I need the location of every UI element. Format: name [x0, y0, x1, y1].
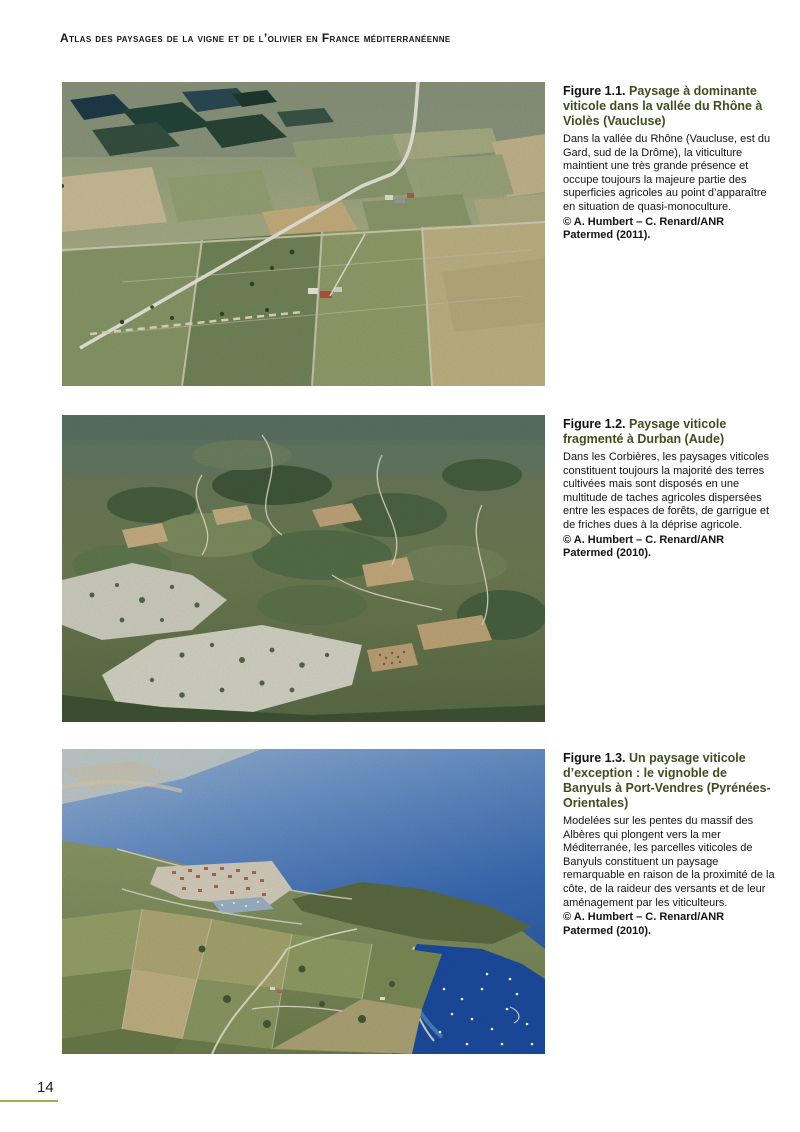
- figure-title: [563, 84, 777, 129]
- figure-title: [563, 417, 777, 447]
- figure-title-text: Paysage à dominante viticole dans la vallée du Rhône à Violès (Vaucluse): [563, 84, 763, 128]
- figure-description: Dans les Corbières, les paysages viticoles constituent toujours la majorité des terres cultivées mais sont disposés en une multitude de taches agricoles dispersées entre les espaces de forêts, de garrigue et de friches dues à la déprise agricole.: [563, 451, 770, 531]
- aerial-photo-durban-garrigue-hills: [62, 415, 545, 722]
- figure-caption-2: [563, 417, 777, 561]
- figure-caption-1: [563, 84, 777, 243]
- figure-description: Modelées sur les pentes du massif des Albères qui plongent vers la mer Méditerranée, les parcelles viticoles de Banyuls constituent un paysage remarquable en raison de la proximité de la côte, de la raideur des versants et de leur aménagement par les viticulteurs.: [563, 815, 775, 909]
- figure-credit: © A. Humbert – C. Renard/ANR Patermed (2010).: [563, 911, 725, 937]
- figure-label: Figure 1.3.: [563, 751, 626, 765]
- aerial-photo-violes-vineyard-plain: [62, 82, 545, 386]
- figure-credit: © A. Humbert – C. Renard/ANR Patermed (2011).: [563, 215, 725, 242]
- figure-caption-3: [563, 751, 777, 938]
- figure-description: Dans la vallée du Rhône (Vaucluse, est du Gard, sud de la Drôme), la viticulture maintient une très grande présence et occupe toujours la majeure partie des superficies agricoles au point d’apparaître en situation de quasi-monoculture.: [563, 133, 771, 213]
- figure-title: [563, 751, 777, 811]
- figure-title-text: Un paysage viticole d’exception : le vignoble de Banyuls à Port-Vendres (Pyrénées-Orientales): [563, 751, 771, 810]
- figure-label: Figure 1.1.: [563, 84, 626, 98]
- figure-label: Figure 1.2.: [563, 417, 626, 431]
- aerial-photo-banyuls-coast: [62, 749, 545, 1054]
- page-number: 14: [37, 1079, 54, 1096]
- footer-rule: [0, 1100, 58, 1102]
- running-head: Atlas des paysages de la vigne et de l’olivier en France méditerranéenne: [60, 31, 451, 45]
- figure-credit: © A. Humbert – C. Renard/ANR Patermed (2010).: [563, 533, 725, 560]
- figure-title-text: Paysage viticole fragmenté à Durban (Aude): [563, 417, 727, 446]
